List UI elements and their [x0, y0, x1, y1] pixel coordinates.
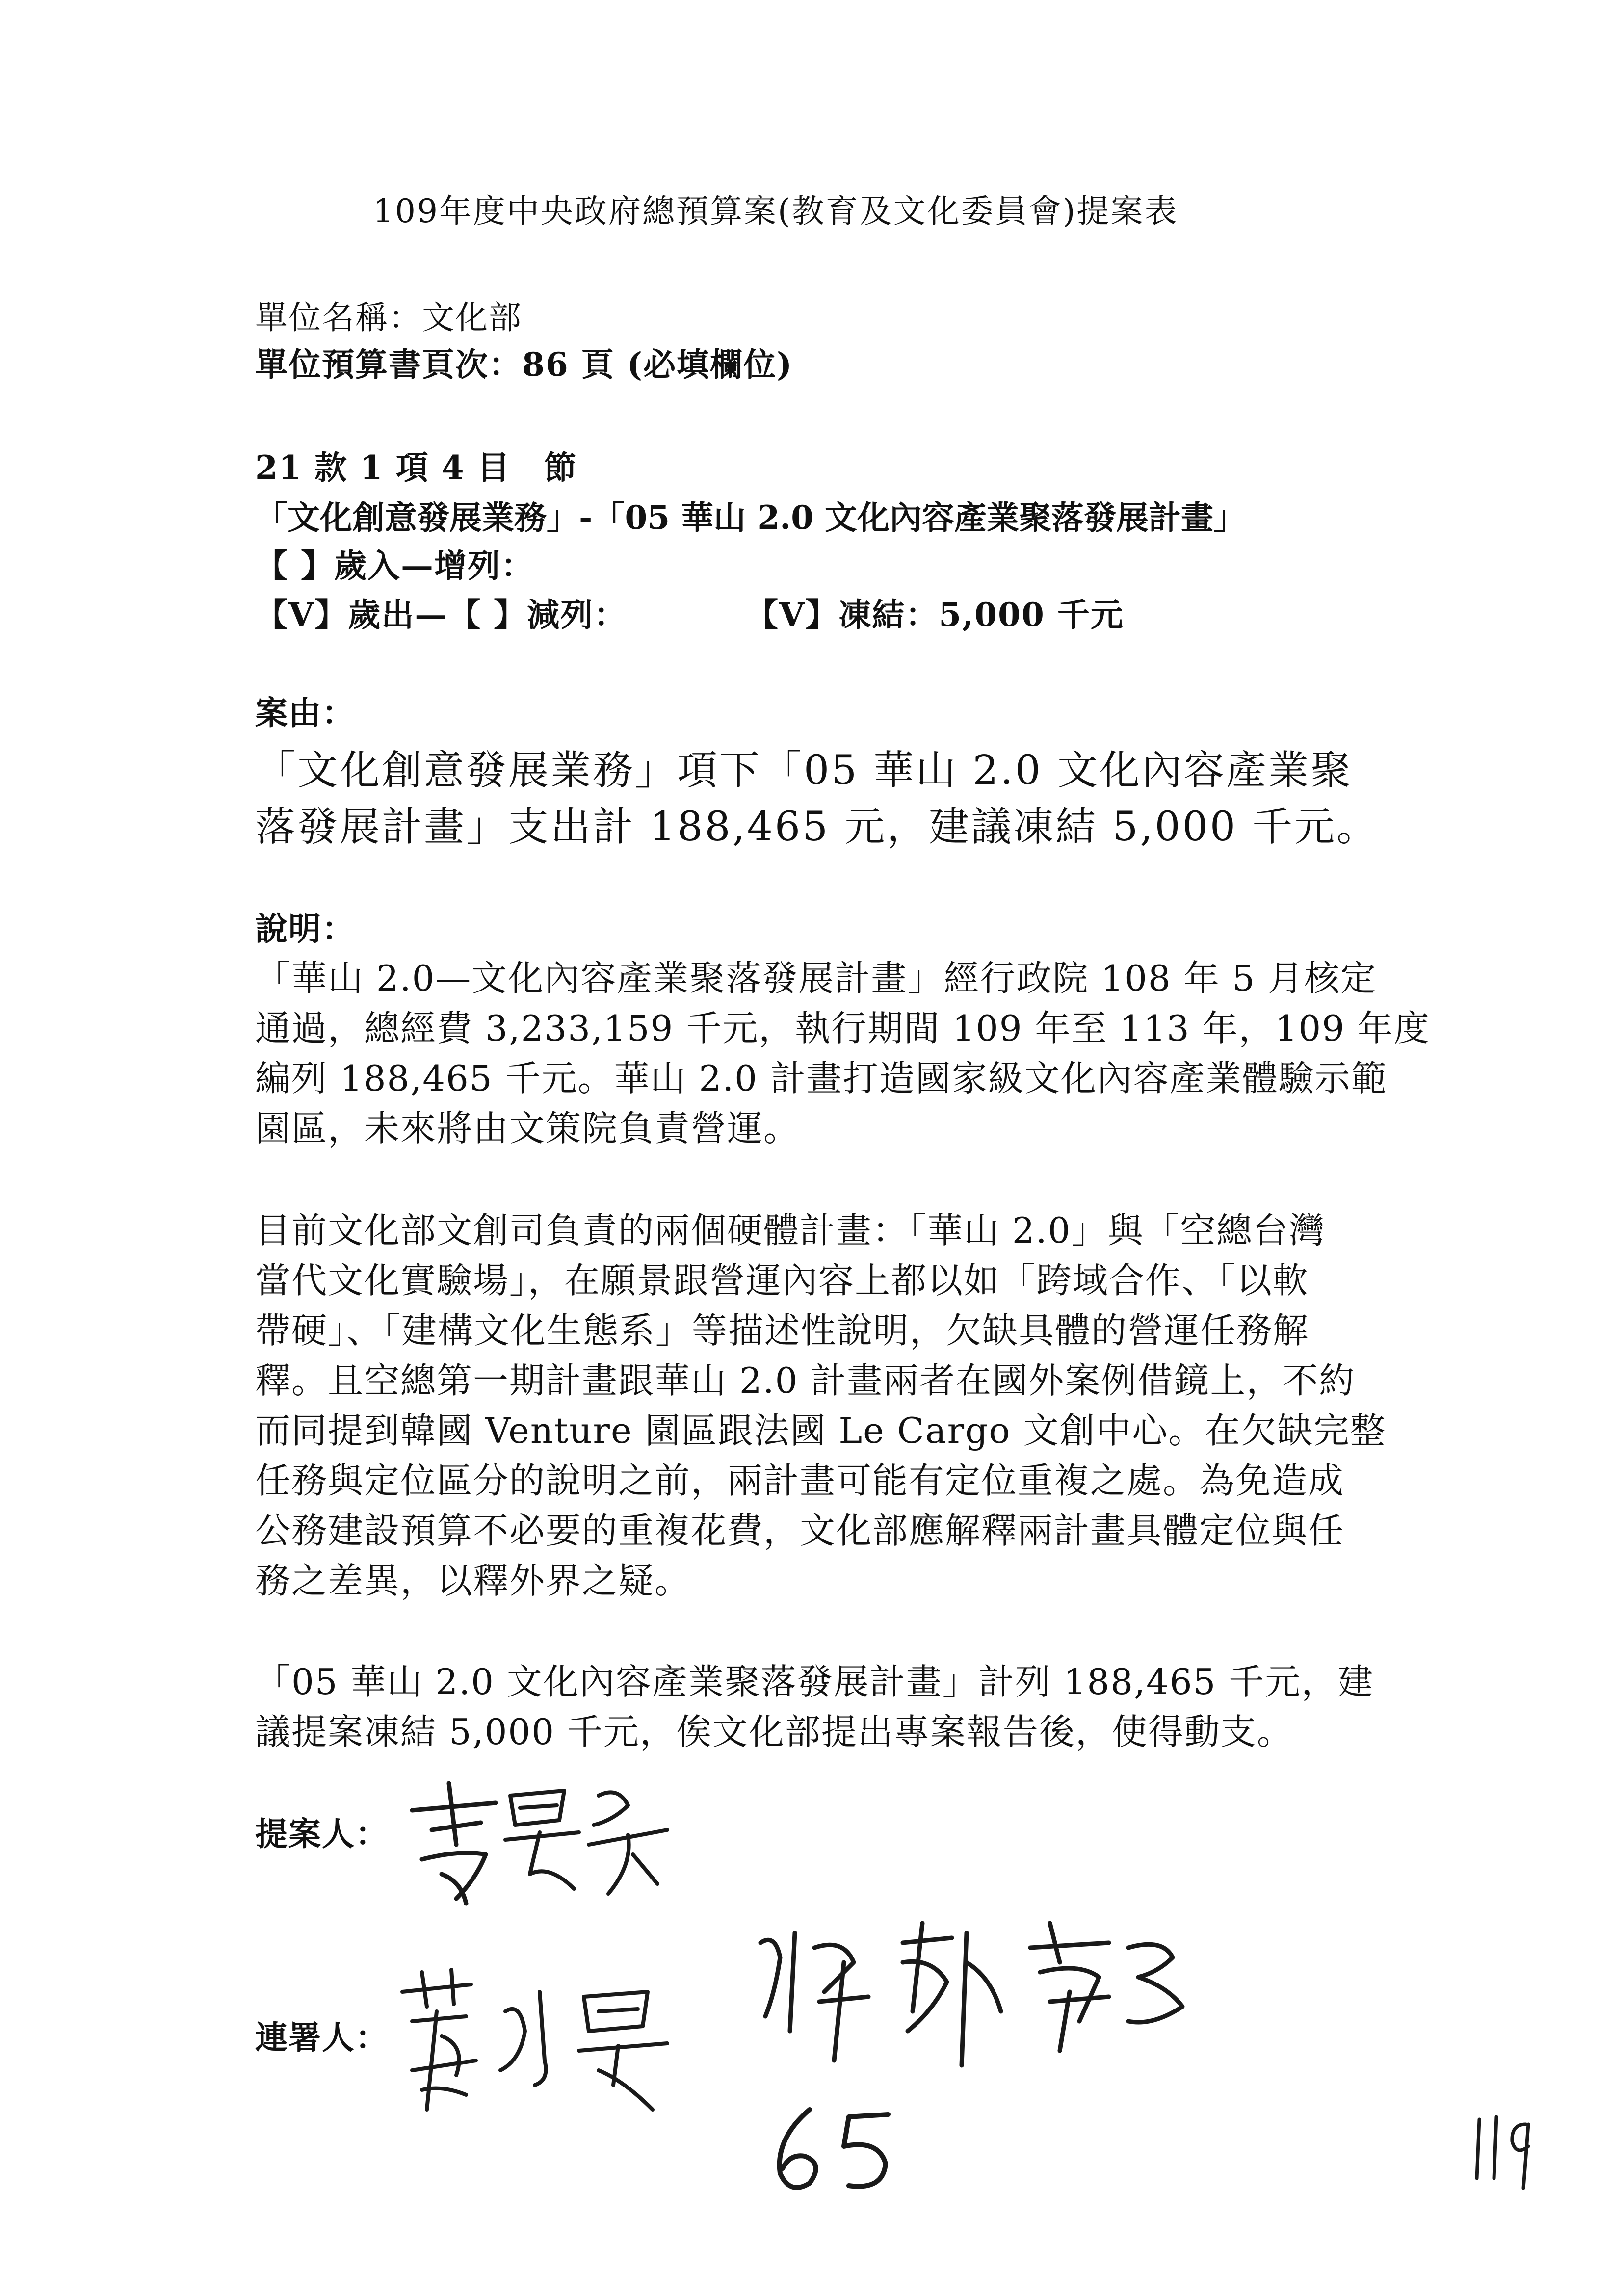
paragraph-line: 園區，未來將由文策院負責營運。: [255, 1108, 800, 1149]
program-name: 「文化創意發展業務」-「05 華山 2.0 文化內容產業聚落發展計畫」: [255, 498, 1246, 537]
proposer-signature: [402, 1776, 677, 1913]
paragraph-line: 而同提到韓國 Venture 園區跟法國 Le Cargo 文創中心。在欠缺完整: [255, 1410, 1387, 1451]
reason-line: 「文化創意發展業務」項下「05 華山 2.0 文化內容產業聚: [255, 747, 1353, 794]
document-title: 109年度中央政府總預算案(教育及文化委員會)提案表: [373, 192, 1179, 230]
item-reference: 21 款 1 項 4 目 節: [255, 448, 577, 487]
paragraph-line: 公務建設預算不必要的重複花費，文化部應解釋兩計畫具體定位與任: [255, 1510, 1345, 1551]
paragraph-line: 任務與定位區分的說明之前，兩計畫可能有定位重複之處。為免造成: [255, 1460, 1345, 1501]
paragraph-line: 「華山 2.0—文化內容產業聚落發展計畫」經行政院 108 年 5 月核定: [255, 958, 1377, 999]
paragraph-line: 議提案凍結 5,000 千元，俟文化部提出專案報告後，使得動支。: [255, 1711, 1293, 1752]
cosigner-signature-1: [393, 1962, 697, 2129]
explanation-label: 說明：: [255, 910, 355, 948]
page-number-drawing: [1467, 2110, 1545, 2193]
revenue-line: 【 】歲入—增列：: [255, 547, 534, 585]
handwritten-number-drawing: [756, 2100, 913, 2198]
paragraph-line: 當代文化實驗場」，在願景跟營運內容上都以如「跨域合作、「以軟: [255, 1260, 1310, 1301]
reason-line: 落發展計畫」支出計 188,465 元，建議凍結 5,000 千元。: [255, 804, 1379, 850]
paragraph-line: 通過，總經費 3,233,159 千元，執行期間 109 年至 113 年，109 年度: [255, 1008, 1430, 1049]
unit-name: 單位名稱：文化部: [255, 299, 522, 337]
paragraph-line: 編列 188,465 千元。華山 2.0 計畫打造國家級文化內容產業體驗示範: [255, 1058, 1388, 1099]
freeze-amount: 【V】凍結：5,000 千元: [746, 596, 1124, 634]
paragraph-line: 務之差異，以釋外界之疑。: [255, 1560, 691, 1601]
paragraph-line: 目前文化部文創司負責的兩個硬體計畫：「華山 2.0」與「空總台灣: [255, 1210, 1326, 1251]
proposer-label: 提案人：: [255, 1815, 389, 1853]
reason-label: 案由：: [255, 694, 355, 732]
paragraph-line: 「05 華山 2.0 文化內容產業聚落發展計畫」計列 188,465 千元，建: [255, 1661, 1374, 1702]
paragraph-line: 帶硬」、「建構文化生態系」等描述性說明，欠缺具體的營運任務解: [255, 1310, 1310, 1351]
expenditure-line: 【V】歲出—【 】減列：: [255, 596, 628, 634]
budget-page: 單位預算書頁次：86 頁 (必填欄位): [255, 345, 793, 384]
cosigner-label: 連署人：: [255, 2018, 389, 2057]
paragraph-line: 釋。且空總第一期計畫跟華山 2.0 計畫兩者在國外案例借鏡上，不約: [255, 1360, 1356, 1401]
